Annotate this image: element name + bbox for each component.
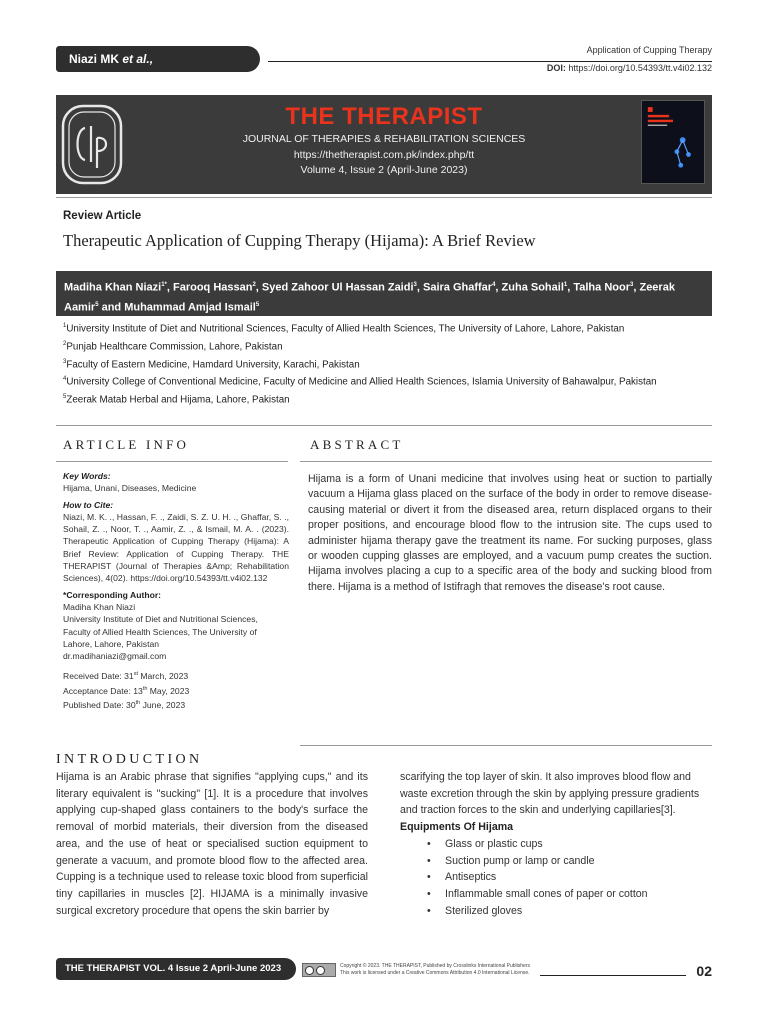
- list-item-text: Glass or plastic cups: [445, 837, 543, 850]
- introduction-col1: Hijama is an Arabic phrase that signifies "applying cups," and its literary equivalent is "sucking" [1]. It is a procedure that involves applying cup-shaped glass containers to the body's surface the removal of morbid materials, their diversion from the diseased area, and the use of heat or specialised suction equipment to generate a vacuum, and promote blood flow to the affected area. Cupping is a technique used to release toxic blood from superficial tiny capillaries in muscles [2]. HIJAMA is a minimally invasive surgical excretory procedure that opens the skin barrier by: [56, 771, 368, 917]
- affiliation-item: [63, 390, 703, 408]
- author-name: Saira Ghaffar: [422, 281, 493, 294]
- acceptance-date: [63, 683, 289, 697]
- divider: [300, 745, 712, 746]
- corresponding-line: Faculty of Allied Health Sciences, The University of: [63, 626, 257, 637]
- affiliation-text: University College of Conventional Medicine, Faculty of Medicine and Allied Health Sciences, Islamia University of Bahawalpur, Pakistan: [66, 376, 657, 388]
- article-info-heading: ARTICLE INFO: [63, 437, 190, 452]
- license-line[interactable]: This work is licensed under a Creative Commons Attribution 4.0 International License.: [340, 970, 530, 976]
- bullet-icon: •: [427, 904, 431, 917]
- doi-link[interactable]: https://doi.org/10.54393/tt.v4i02.132: [568, 63, 712, 73]
- journal-title: THE THERAPIST: [285, 103, 483, 130]
- author-name: Zuha Sohail: [501, 281, 564, 294]
- affiliation-num: 5: [63, 394, 67, 401]
- affiliation-text: Faculty of Eastern Medicine, Hamdard University, Karachi, Pakistan: [66, 358, 360, 370]
- journal-url[interactable]: https://thetherapist.com.pk/index.php/tt: [293, 149, 475, 161]
- affiliation-num: 3: [63, 358, 67, 365]
- corresponding-label: *Corresponding Author:: [63, 589, 162, 600]
- date-rest: March, 2023: [137, 671, 189, 682]
- affiliations: [63, 319, 703, 408]
- date-label: Acceptance Date: 13: [63, 685, 143, 696]
- corresponding-line: University Institute of Diet and Nutritional Sciences,: [63, 614, 258, 625]
- date-rest: May, 2023: [147, 685, 190, 696]
- published-date: [63, 697, 289, 711]
- footer-journal-issue: THE THERAPIST VOL. 4 Issue 2 April-June 2023: [56, 958, 296, 980]
- running-author: Niazi MK: [69, 52, 120, 66]
- date-sup: st: [133, 671, 138, 678]
- header-rule: [268, 61, 712, 62]
- author-sup: 5: [255, 301, 260, 308]
- affiliation-item: [63, 372, 703, 390]
- journal-banner: [56, 95, 712, 194]
- introduction-heading: INTRODUCTION: [56, 752, 203, 767]
- bullet-icon: •: [427, 837, 431, 850]
- date-sup: th: [142, 685, 148, 692]
- bullet-icon: •: [427, 854, 431, 867]
- affiliation-item: [63, 355, 703, 373]
- keywords: Hijama, Unani, Diseases, Medicine: [63, 483, 197, 494]
- author-sup: 3: [630, 282, 634, 288]
- article-title: Therapeutic Application of Cupping Therapy (Hijama): A Brief Review: [63, 231, 536, 250]
- article-type: Review Article: [63, 210, 142, 222]
- author-sup: 5: [95, 301, 99, 308]
- date-label: Received Date: 31: [63, 671, 134, 682]
- list-item: [400, 853, 712, 870]
- journal-cover-image: [641, 100, 705, 184]
- journal-subtitle: JOURNAL OF THERAPIES & REHABILITATION SCIENCES: [242, 133, 526, 145]
- list-item-text: Inflammable small cones of paper or cotton: [445, 887, 648, 900]
- running-author-tab: [56, 46, 260, 72]
- date-sup: th: [135, 699, 141, 706]
- affiliation-text: Zeerak Matab Herbal and Hijama, Lahore, Pakistan: [66, 394, 290, 406]
- page-number: 02: [696, 963, 712, 979]
- bullet-icon: •: [427, 887, 431, 900]
- doi-label: DOI:: [546, 63, 566, 73]
- author-name: Syed Zahoor Ul Hassan Zaidi: [261, 281, 414, 294]
- list-item: [400, 886, 712, 903]
- list-item: [400, 836, 712, 853]
- equipment-heading: Equipments Of Hijama: [400, 821, 514, 834]
- running-author-etal: et al.,: [122, 52, 154, 66]
- author-sup: 1*: [161, 282, 167, 288]
- doi-line: [547, 63, 712, 73]
- introduction-col2: [400, 769, 712, 919]
- author-name: Muhammad Amjad Ismail: [124, 301, 256, 314]
- list-item-text: Sterilized gloves: [445, 904, 523, 917]
- running-title: Application of Cupping Therapy: [586, 45, 712, 55]
- footer-rule: [540, 975, 686, 976]
- divider: [56, 197, 712, 198]
- divider: [56, 425, 712, 426]
- divider: [300, 461, 712, 462]
- affiliation-text: University Institute of Diet and Nutritional Sciences, Faculty of Allied Health Sciences, The University of Lahore, Lahore, Pakistan: [66, 323, 625, 335]
- received-date: [63, 668, 289, 682]
- author-name: Talha Noor: [573, 281, 630, 294]
- author-sup: 1: [563, 282, 568, 288]
- divider: [56, 461, 288, 462]
- keywords-label: Key Words:: [63, 471, 111, 481]
- affiliation-item: [63, 319, 703, 337]
- journal-volume: Volume 4, Issue 2 (April-June 2023): [300, 164, 468, 176]
- affiliation-num: 1: [63, 323, 67, 329]
- article-info: [63, 470, 289, 715]
- copyright-line: Copyright © 2023. THE THERAPIST, Published by Crosslinks International Publishers: [340, 963, 530, 969]
- author-list: Madiha Khan Niazi$^{1*}$, Farooq Hassan$^2$, Syed Zahoor Ul Hassan Zaidi$^3$, Saira Ghaffar$^4$, Zuha Sohail$^1$, Talha Noor$^3$, Zeerak Aamir$^5$ and Muhammad Amjad Ismail$^5$: [56, 271, 712, 316]
- author-sup: 3: [413, 282, 417, 288]
- corresponding-email[interactable]: dr.madihaniazi@gmail.com: [63, 651, 167, 662]
- author-name: Madiha Khan Niazi: [64, 281, 162, 294]
- affiliation-num: 2: [63, 340, 67, 347]
- affiliation-item: [63, 337, 703, 355]
- author-sup: 4: [492, 282, 496, 288]
- list-item: [400, 869, 712, 886]
- list-item-text: Suction pump or lamp or candle: [445, 854, 595, 867]
- abstract-text: Hijama is a form of Unani medicine that involves using heat or suction to partially vacuum a Hijama glass placed on the surface of the body in order to remove disease-causing material or divert it from the diseased area, return displaced organs to their proper positions, and encourage blood flow to the intrusion site. The cups used to administer hijama therapy gave the treatment its name. For sucking purposes, glass or wooden cupping glasses are employed, and a vacuum pump creates the suction. Hijama involves placing a cup to a specific area of the body and sucking blood from there. Hijama is a method of Istifragh that removes the disease's root cause.: [308, 473, 712, 593]
- list-item-text: Antiseptics: [445, 871, 497, 884]
- cite-label: How to Cite:: [63, 499, 114, 510]
- list-item: [400, 903, 712, 920]
- date-rest: June, 2023: [140, 699, 186, 710]
- corresponding-line: Lahore, Lahore, Pakistan: [63, 638, 160, 649]
- bullet-icon: •: [427, 871, 431, 884]
- author-name: Farooq Hassan: [172, 281, 253, 294]
- introduction-col2-text: scarifying the top layer of skin. It also improves blood flow and waste excretion through the skin by applying pressure gradients and traction forces to the skin and underlying capillaries[3].: [400, 771, 700, 817]
- affiliation-num: 4: [63, 376, 67, 383]
- abstract-heading: ABSTRACT: [310, 437, 404, 452]
- author-name: Zeerak Aamir: [64, 281, 675, 314]
- author-sup: 2: [252, 282, 256, 288]
- equipment-list: [400, 836, 712, 920]
- corresponding-line: Madiha Khan Niazi: [63, 601, 136, 612]
- date-label: Published Date: 30: [63, 699, 136, 710]
- cite-text: Niazi, M. K. ., Hassan, F. ., Zaidi, S. Z. U. H. ., Ghaffar, S. ., Sohail, Z. ., Noor, T. ., Aamir, Z. ., & Ismail, M. A. . (2023). Therapeutic Application of Cupping Therapy (Hijama): A Brief Review: Application of Cupping Therapy. THE THERAPIST (Journal of Therapies &Amp; Rehabilitation Sciences), 4(02). https://doi.org/10.54393/tt.v4i02.132: [63, 511, 289, 584]
- copyright-notice: [340, 963, 530, 977]
- cc-license-icon[interactable]: [302, 963, 336, 977]
- affiliation-text: Punjab Healthcare Commission, Lahore, Pakistan: [66, 341, 283, 353]
